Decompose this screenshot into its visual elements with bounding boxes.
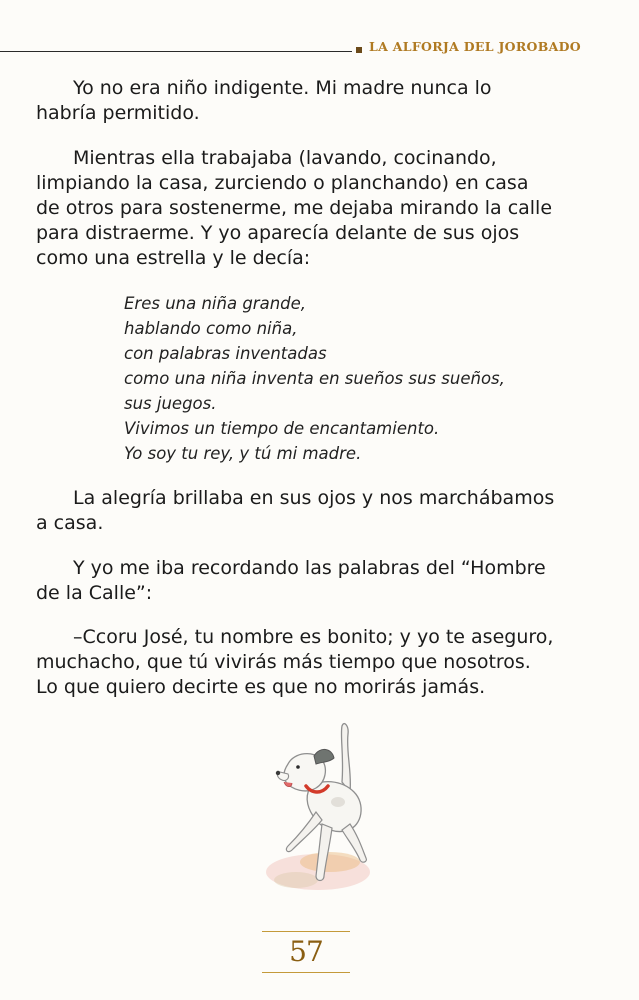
poem-line: sus juegos. xyxy=(124,394,217,413)
text-line: de la Calle”: xyxy=(36,582,153,604)
poem-line: Yo soy tu rey, y tú mi madre. xyxy=(124,444,362,463)
text-line: a casa. xyxy=(36,512,104,534)
text-line: Lo que quiero decirte es que no morirás jamás. xyxy=(36,676,486,698)
text-line: limpiando la casa, zurciendo o planchando) en casa xyxy=(36,172,529,194)
paragraph-2 xyxy=(36,146,564,271)
text-line: Yo no era niño indigente. Mi madre nunca lo xyxy=(73,77,492,99)
poem-line: Vivimos un tiempo de encantamiento. xyxy=(124,419,440,438)
paragraph-1 xyxy=(36,76,564,126)
dog-illustration-icon xyxy=(258,712,378,902)
page-number: 57 xyxy=(289,935,323,968)
header-rule xyxy=(0,51,352,52)
text-line: como una estrella y le decía: xyxy=(36,247,311,269)
header-bullet xyxy=(356,47,362,53)
folio-rule-bottom xyxy=(262,972,350,973)
text-line: Mientras ella trabajaba (lavando, cocinando, xyxy=(73,147,497,169)
poem-line: hablando como niña, xyxy=(124,319,298,338)
poem-line: con palabras inventadas xyxy=(124,344,327,363)
poem-line: Eres una niña grande, xyxy=(124,294,307,313)
text-line: Y yo me iba recordando las palabras del “Hombre xyxy=(73,557,546,579)
running-title: LA ALFORJA DEL JOROBADO xyxy=(369,39,581,54)
text-line: habría permitido. xyxy=(36,102,200,124)
poem xyxy=(124,291,564,466)
paragraph-4 xyxy=(36,556,564,606)
paragraph-3 xyxy=(36,486,564,536)
text-line: para distraerme. Y yo aparecía delante de sus ojos xyxy=(36,222,520,244)
text-line: La alegría brillaba en sus ojos y nos marchábamos xyxy=(73,487,555,509)
text-line: muchacho, que tú vivirás más tiempo que nosotros. xyxy=(36,651,531,673)
poem-line: como una niña inventa en sueños sus sueños, xyxy=(124,369,505,388)
text-line: –Ccoru José, tu nombre es bonito; y yo te aseguro, xyxy=(73,626,554,648)
paragraph-5 xyxy=(36,625,564,700)
text-line: de otros para sostenerme, me dejaba mirando la calle xyxy=(36,197,553,219)
